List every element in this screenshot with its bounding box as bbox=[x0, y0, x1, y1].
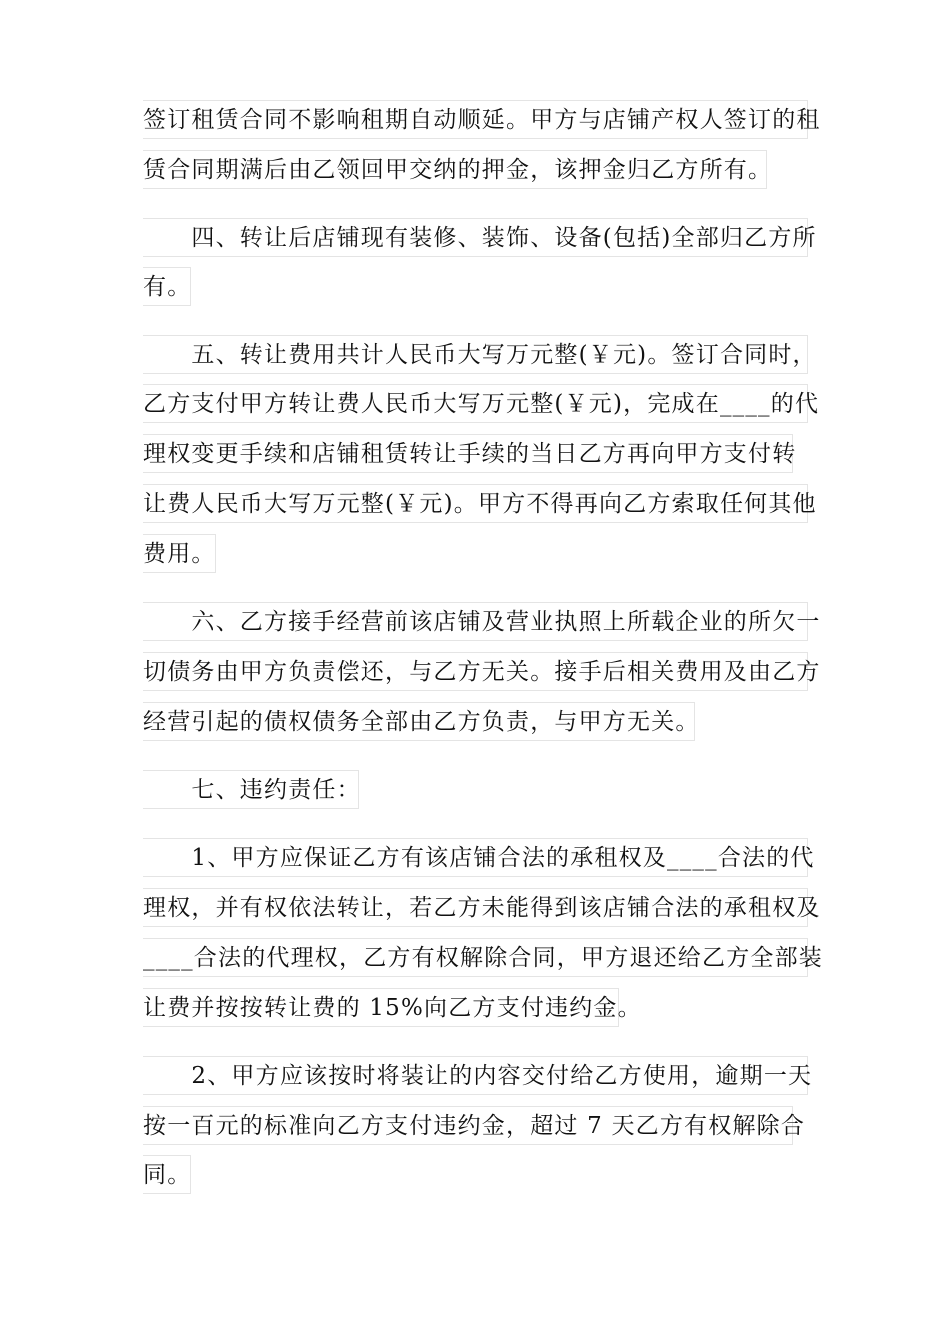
text-line: 1、甲方应保证乙方有该店铺合法的承租权及____合法的代 bbox=[143, 838, 808, 877]
text-line: 有。 bbox=[143, 267, 191, 306]
text-line: 按一百元的标准向乙方支付违约金，超过 7 天乙方有权解除合 bbox=[143, 1106, 793, 1145]
text-line: 让费人民币大写万元整(￥元)。甲方不得再向乙方索取任何其他 bbox=[143, 484, 808, 523]
text-line: 让费并按按转让费的 15%向乙方支付违约金。 bbox=[143, 988, 619, 1027]
text-line: 乙方支付甲方转让费人民币大写万元整(￥元)，完成在____的代 bbox=[143, 384, 808, 423]
text-line: 签订租赁合同不影响租期自动顺延。甲方与店铺产权人签订的租 bbox=[143, 100, 808, 139]
text-line: 理权，并有权依法转让，若乙方未能得到该店铺合法的承租权及 bbox=[143, 888, 808, 927]
text-line: 七、违约责任： bbox=[143, 770, 359, 809]
text-line: 五、转让费用共计人民币大写万元整(￥元)。签订合同时， bbox=[143, 335, 808, 374]
text-line: 赁合同期满后由乙领回甲交纳的押金，该押金归乙方所有。 bbox=[143, 150, 767, 189]
text-line: 同。 bbox=[143, 1155, 191, 1194]
text-line: 六、乙方接手经营前该店铺及营业执照上所载企业的所欠一 bbox=[143, 602, 808, 641]
text-line: 理权变更手续和店铺租赁转让手续的当日乙方再向甲方支付转 bbox=[143, 434, 793, 473]
text-line: ____合法的代理权，乙方有权解除合同，甲方退还给乙方全部装 bbox=[143, 938, 808, 977]
text-line: 2、甲方应该按时将装让的内容交付给乙方使用，逾期一天 bbox=[143, 1056, 808, 1095]
text-line: 四、转让后店铺现有装修、装饰、设备(包括)全部归乙方所 bbox=[143, 218, 808, 257]
text-line: 经营引起的债权债务全部由乙方负责，与甲方无关。 bbox=[143, 702, 695, 741]
text-line: 费用。 bbox=[143, 534, 216, 573]
text-line: 切债务由甲方负责偿还，与乙方无关。接手后相关费用及由乙方 bbox=[143, 652, 808, 691]
